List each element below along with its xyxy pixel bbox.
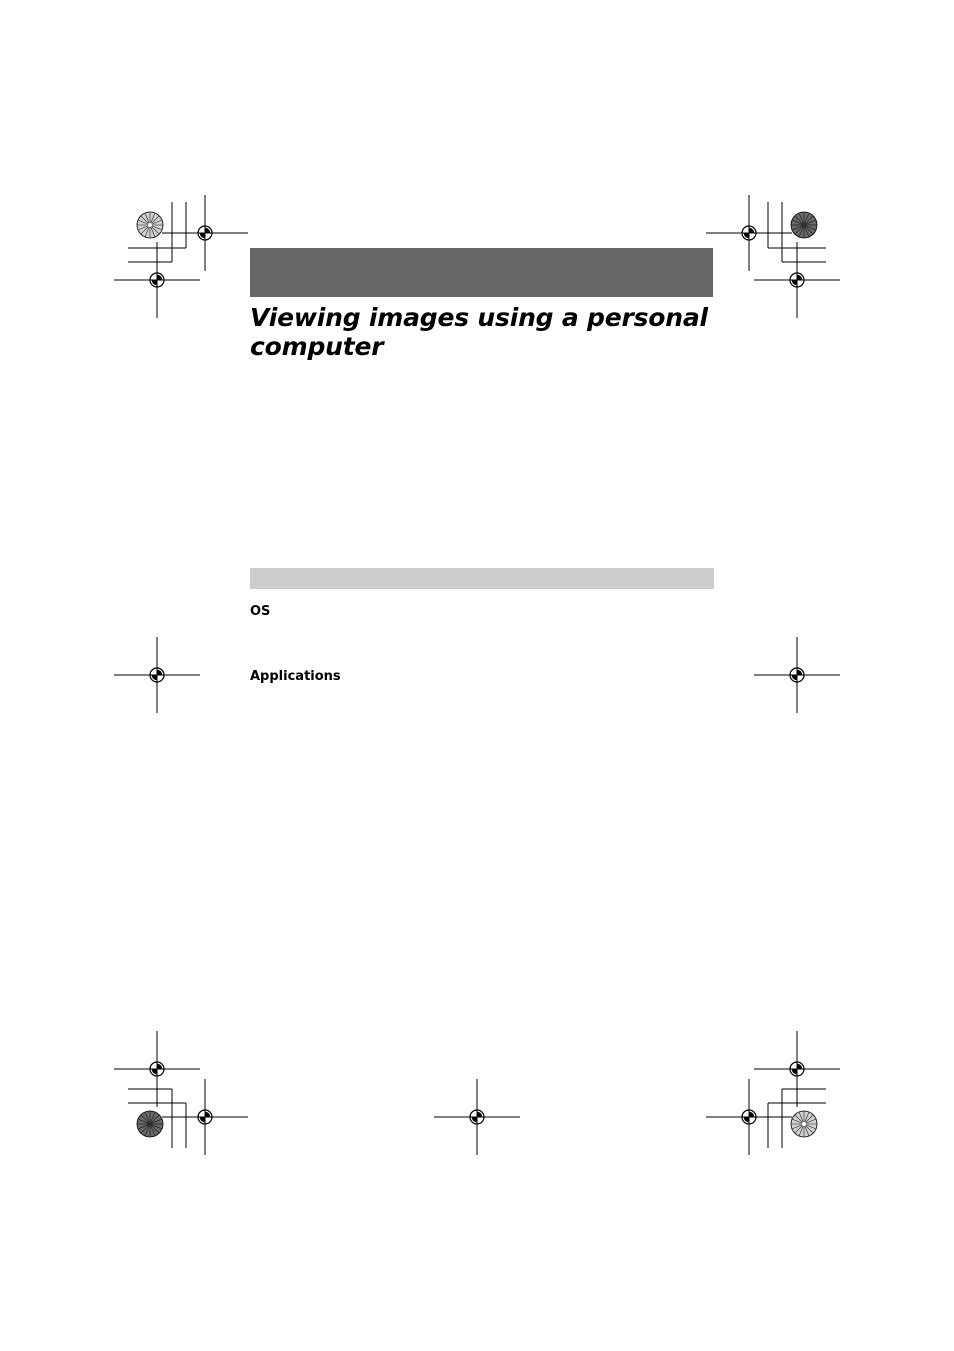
crosshair-target-icon bbox=[114, 242, 200, 318]
crosshair-target-icon bbox=[162, 1079, 248, 1155]
crosshair-target-icon bbox=[706, 195, 792, 271]
crosshair-target-icon bbox=[114, 1031, 200, 1107]
crosshair-target-icon bbox=[754, 242, 840, 318]
starburst-disc-icon bbox=[791, 1111, 817, 1137]
starburst-disc-icon bbox=[791, 212, 817, 238]
crosshair-target-icon bbox=[754, 637, 840, 713]
crosshair-target-icon bbox=[114, 637, 200, 713]
crosshair-target-icon bbox=[706, 1079, 792, 1155]
starburst-disc-icon bbox=[137, 1111, 163, 1137]
crosshair-target-icon bbox=[162, 195, 248, 271]
applications-heading: Applications bbox=[250, 669, 341, 684]
starburst-disc-icon bbox=[137, 212, 163, 238]
section-band bbox=[250, 568, 714, 589]
crosshair-target-icon bbox=[434, 1079, 520, 1155]
page-title: Viewing images using a personal computer bbox=[250, 303, 708, 361]
crosshair-target-icon bbox=[754, 1031, 840, 1107]
os-heading: OS bbox=[250, 604, 271, 619]
header-band bbox=[250, 248, 713, 297]
